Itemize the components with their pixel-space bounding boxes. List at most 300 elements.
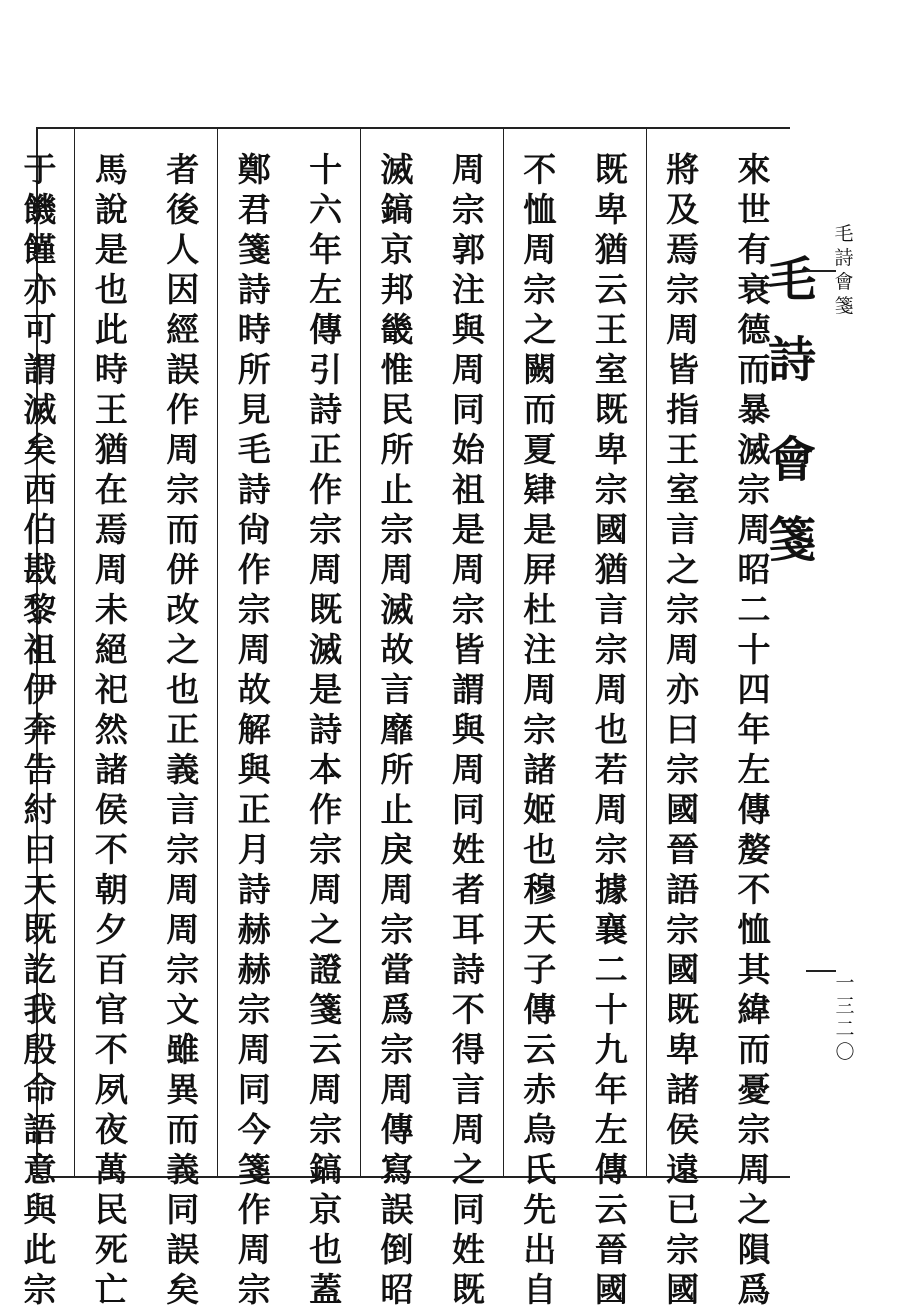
- text-char: 指: [666, 390, 700, 429]
- text-char: 後: [166, 190, 200, 229]
- text-char: 注: [523, 630, 557, 669]
- text-char: 亦: [23, 270, 57, 309]
- text-char: 周: [166, 870, 200, 909]
- text-char: 始: [451, 430, 485, 469]
- text-char: 傳: [737, 790, 771, 829]
- text-char: 于: [23, 150, 57, 189]
- text-char: 饑: [23, 190, 57, 229]
- text-char: 得: [451, 1030, 485, 1069]
- column-rule: [646, 127, 647, 1176]
- text-char: 言: [594, 590, 628, 629]
- text-char: 曰: [666, 710, 700, 749]
- text-char: 故: [237, 670, 271, 709]
- text-char: 紂: [23, 790, 57, 829]
- text-char: 爲: [380, 990, 414, 1029]
- text-char: 改: [166, 590, 200, 629]
- text-char: 暴: [737, 390, 771, 429]
- text-char: 年: [737, 710, 771, 749]
- text-char: 既: [309, 590, 343, 629]
- text-char: 宗: [166, 830, 200, 869]
- text-char: 屛: [523, 550, 557, 589]
- text-char: 肄: [523, 470, 557, 509]
- text-char: 語: [666, 870, 700, 909]
- title-char: 會: [767, 432, 816, 488]
- text-char: 語: [23, 1110, 57, 1149]
- text-char: 自: [523, 1270, 557, 1309]
- text-char: 謂: [23, 350, 57, 389]
- text-char: 鎬: [380, 190, 414, 229]
- text-char: 周: [237, 1030, 271, 1069]
- text-char: 氏: [523, 1150, 557, 1189]
- text-char: 毛: [237, 430, 271, 469]
- text-char: 詩: [237, 870, 271, 909]
- text-char: 月: [237, 830, 271, 869]
- text-char: 我: [23, 990, 57, 1029]
- text-char: 昭: [380, 1270, 414, 1309]
- text-char: 據: [594, 870, 628, 909]
- text-char: 年: [309, 230, 343, 269]
- text-char: 宗: [309, 1110, 343, 1149]
- text-char: 國: [594, 510, 628, 549]
- text-char: 烏: [523, 1110, 557, 1149]
- text-char: 言: [666, 510, 700, 549]
- text-char: 四: [737, 670, 771, 709]
- text-char: 九: [594, 1030, 628, 1069]
- text-char: 侯: [666, 1110, 700, 1149]
- page-number-char: 三: [835, 995, 855, 1017]
- text-char: 箋: [237, 230, 271, 269]
- text-char: 周: [737, 1150, 771, 1189]
- page-number-char: 〇: [835, 1041, 855, 1063]
- text-char: 來: [737, 150, 771, 189]
- text-char: 誤: [380, 1190, 414, 1229]
- text-char: 先: [523, 1190, 557, 1229]
- text-char: 若: [594, 750, 628, 789]
- text-char: 焉: [94, 510, 128, 549]
- text-char: 宗: [23, 1270, 57, 1309]
- text-char: 宗: [309, 510, 343, 549]
- text-char: 之: [737, 1190, 771, 1229]
- text-char: 是: [523, 510, 557, 549]
- text-char: 云: [523, 1030, 557, 1069]
- text-char: 經: [166, 310, 200, 349]
- text-char: 卑: [666, 1030, 700, 1069]
- text-char: 言: [451, 1070, 485, 1109]
- text-char: 馬: [94, 150, 128, 189]
- text-char: 宗: [380, 1030, 414, 1069]
- text-char: 國: [666, 790, 700, 829]
- text-char: 同: [166, 1190, 200, 1229]
- text-char: 也: [309, 1230, 343, 1269]
- column-rule: [217, 127, 218, 1176]
- text-char: 左: [737, 750, 771, 789]
- text-char: 是: [94, 230, 128, 269]
- text-char: 祖: [451, 470, 485, 509]
- text-char: 同: [451, 790, 485, 829]
- text-char: 滅: [380, 150, 414, 189]
- text-char: 已: [666, 1190, 700, 1229]
- text-char: 本: [309, 750, 343, 789]
- text-char: 也: [523, 830, 557, 869]
- text-char: 周: [523, 230, 557, 269]
- text-char: 王: [666, 430, 700, 469]
- text-char: 因: [166, 270, 200, 309]
- text-char: 既: [23, 910, 57, 949]
- text-char: 云: [594, 1190, 628, 1229]
- column-title-large: [767, 140, 850, 1060]
- text-char: 然: [94, 710, 128, 749]
- text-char: 者: [451, 870, 485, 909]
- text-char: 猶: [94, 430, 128, 469]
- text-char: 恤: [523, 190, 557, 229]
- text-char: 矣: [166, 1270, 200, 1309]
- text-char: 國: [594, 1270, 628, 1309]
- text-char: 夜: [94, 1110, 128, 1149]
- text-char: 時: [237, 310, 271, 349]
- text-char: 姬: [523, 790, 557, 829]
- text-char: 爲: [737, 1270, 771, 1309]
- text-char: 同: [451, 1190, 485, 1229]
- text-char: 周: [380, 1070, 414, 1109]
- text-char: 鄭: [237, 150, 271, 189]
- text-char: 而: [737, 1030, 771, 1069]
- text-char: 惟: [380, 350, 414, 389]
- text-char: 言: [380, 670, 414, 709]
- text-char: 萬: [94, 1150, 128, 1189]
- text-char: 官: [94, 990, 128, 1029]
- text-char: 周: [237, 1230, 271, 1269]
- text-char: 時: [94, 350, 128, 389]
- text-char: 遠: [666, 1150, 700, 1189]
- text-column: [77, 150, 145, 1309]
- text-char: 戾: [380, 830, 414, 869]
- text-char: 伯: [23, 510, 57, 549]
- text-column: [720, 150, 788, 1309]
- title-char: 詩: [767, 332, 816, 388]
- text-char: 既: [594, 390, 628, 429]
- text-char: 證: [309, 950, 343, 989]
- text-char: 云: [309, 1030, 343, 1069]
- text-char: 宗: [666, 910, 700, 949]
- text-char: 室: [666, 470, 700, 509]
- text-char: 祀: [94, 670, 128, 709]
- text-char: 言: [166, 790, 200, 829]
- text-char: 周: [166, 430, 200, 469]
- text-char: 云: [594, 270, 628, 309]
- text-char: 襄: [594, 910, 628, 949]
- text-char: 宗: [451, 190, 485, 229]
- text-char: 詩: [309, 390, 343, 429]
- text-char: 與: [451, 310, 485, 349]
- text-char: 奔: [23, 710, 57, 749]
- text-char: 不: [94, 830, 128, 869]
- text-char: 左: [309, 270, 343, 309]
- text-char: 姓: [451, 1230, 485, 1269]
- text-char: 作: [309, 790, 343, 829]
- text-char: 滅: [309, 630, 343, 669]
- text-char: 民: [380, 390, 414, 429]
- text-char: 殷: [23, 1030, 57, 1069]
- text-char: 當: [380, 950, 414, 989]
- text-char: 而: [523, 390, 557, 429]
- text-char: 伊: [23, 670, 57, 709]
- text-char: 戡: [23, 550, 57, 589]
- text-char: 宗: [380, 910, 414, 949]
- header-char: 箋: [834, 295, 854, 317]
- text-char: 也: [166, 670, 200, 709]
- text-char: 卑: [594, 430, 628, 469]
- text-char: 意: [23, 1150, 57, 1189]
- text-char: 嫠: [737, 830, 771, 869]
- text-char: 國: [666, 1270, 700, 1309]
- text-char: 所: [380, 430, 414, 469]
- text-column: [506, 150, 574, 1309]
- text-char: 止: [380, 790, 414, 829]
- text-char: 西: [23, 470, 57, 509]
- text-char: 杜: [523, 590, 557, 629]
- text-char: 隕: [737, 1230, 771, 1269]
- text-column: [6, 150, 74, 1309]
- text-char: 宗: [666, 590, 700, 629]
- header-char: 毛: [834, 223, 854, 245]
- text-char: 告: [23, 750, 57, 789]
- text-char: 周: [309, 550, 343, 589]
- text-char: 傳: [594, 1150, 628, 1189]
- text-char: 宗: [309, 830, 343, 869]
- text-char: 夕: [94, 910, 128, 949]
- text-char: 作: [237, 550, 271, 589]
- text-char: 祖: [23, 630, 57, 669]
- text-char: 二: [594, 950, 628, 989]
- text-char: 周: [94, 550, 128, 589]
- page-number-char: 二: [835, 1018, 855, 1040]
- title-mark: [806, 270, 836, 272]
- text-char: 而: [166, 510, 200, 549]
- title-char: 箋: [767, 512, 816, 568]
- text-char: 赫: [237, 950, 271, 989]
- text-char: 故: [380, 630, 414, 669]
- text-char: 箋: [309, 990, 343, 1029]
- text-char: 不: [94, 1030, 128, 1069]
- text-char: 傳: [309, 310, 343, 349]
- text-char: 箋: [237, 1150, 271, 1189]
- column-rule: [74, 127, 75, 1176]
- text-char: 詩: [309, 710, 343, 749]
- text-column: [649, 150, 717, 1309]
- text-char: 諸: [94, 750, 128, 789]
- text-char: 誤: [166, 1230, 200, 1269]
- text-char: 所: [237, 350, 271, 389]
- text-char: 周: [309, 1070, 343, 1109]
- text-char: 左: [594, 1110, 628, 1149]
- text-char: 皆: [666, 350, 700, 389]
- text-char: 宗: [666, 270, 700, 309]
- page-number: [833, 972, 857, 1064]
- text-char: 傳: [380, 1110, 414, 1149]
- text-char: 宗: [737, 470, 771, 509]
- text-char: 義: [166, 1150, 200, 1189]
- text-char: 衰: [737, 270, 771, 309]
- text-char: 德: [737, 310, 771, 349]
- text-char: 人: [166, 230, 200, 269]
- text-char: 周: [666, 630, 700, 669]
- text-char: 周: [451, 750, 485, 789]
- text-char: 傳: [523, 990, 557, 1029]
- text-char: 猶: [594, 230, 628, 269]
- text-char: 亦: [666, 670, 700, 709]
- text-char: 君: [237, 190, 271, 229]
- text-char: 未: [94, 590, 128, 629]
- text-char: 之: [666, 550, 700, 589]
- title-char: 毛: [767, 252, 816, 308]
- text-char: 十: [594, 990, 628, 1029]
- text-char: 邦: [380, 270, 414, 309]
- text-char: 正: [166, 710, 200, 749]
- text-char: 京: [380, 230, 414, 269]
- text-char: 訖: [23, 950, 57, 989]
- text-char: 尙: [237, 510, 271, 549]
- text-char: 不: [737, 870, 771, 909]
- text-char: 詩: [237, 270, 271, 309]
- text-char: 所: [380, 750, 414, 789]
- text-char: 畿: [380, 310, 414, 349]
- text-char: 闕: [523, 350, 557, 389]
- text-char: 世: [737, 190, 771, 229]
- text-char: 周: [451, 1110, 485, 1149]
- text-char: 周: [594, 670, 628, 709]
- text-char: 此: [94, 310, 128, 349]
- text-char: 將: [666, 150, 700, 189]
- text-char: 周: [594, 790, 628, 829]
- text-char: 滅: [380, 590, 414, 629]
- text-char: 宗: [523, 710, 557, 749]
- text-char: 死: [94, 1230, 128, 1269]
- text-char: 猶: [594, 550, 628, 589]
- text-char: 王: [594, 310, 628, 349]
- text-char: 宗: [237, 990, 271, 1029]
- text-char: 昭: [737, 550, 771, 589]
- text-char: 而: [166, 1110, 200, 1149]
- text-char: 宗: [594, 470, 628, 509]
- text-char: 赤: [523, 1070, 557, 1109]
- text-char: 諸: [523, 750, 557, 789]
- text-char: 穆: [523, 870, 557, 909]
- text-char: 十: [737, 630, 771, 669]
- text-char: 十: [309, 150, 343, 189]
- text-char: 說: [94, 190, 128, 229]
- text-char: 皆: [451, 630, 485, 669]
- text-char: 也: [94, 270, 128, 309]
- text-char: 宗: [594, 830, 628, 869]
- page-number-char: 一: [835, 972, 855, 994]
- text-char: 天: [23, 870, 57, 909]
- text-column: [434, 150, 502, 1309]
- text-char: 室: [594, 350, 628, 389]
- text-column: [220, 150, 288, 1309]
- text-char: 周: [451, 550, 485, 589]
- text-char: 也: [594, 710, 628, 749]
- text-char: 鎬: [309, 1150, 343, 1189]
- text-char: 既: [451, 1270, 485, 1309]
- text-char: 恤: [737, 910, 771, 949]
- text-char: 倒: [380, 1230, 414, 1269]
- text-char: 天: [523, 910, 557, 949]
- text-char: 京: [309, 1190, 343, 1229]
- text-char: 六: [309, 190, 343, 229]
- text-char: 亡: [94, 1270, 128, 1309]
- text-char: 卑: [594, 190, 628, 229]
- text-char: 既: [594, 150, 628, 189]
- text-char: 周: [451, 350, 485, 389]
- text-char: 是: [309, 670, 343, 709]
- text-char: 併: [166, 550, 200, 589]
- text-char: 周: [237, 630, 271, 669]
- header-char: 會: [834, 271, 854, 293]
- text-char: 晉: [666, 830, 700, 869]
- text-char: 在: [94, 470, 128, 509]
- text-char: 周: [380, 870, 414, 909]
- text-char: 止: [380, 470, 414, 509]
- text-char: 周: [309, 870, 343, 909]
- text-char: 作: [237, 1190, 271, 1229]
- text-char: 文: [166, 990, 200, 1029]
- text-char: 見: [237, 390, 271, 429]
- text-char: 滅: [23, 390, 57, 429]
- text-char: 周: [166, 910, 200, 949]
- text-char: 曰: [23, 830, 57, 869]
- text-char: 靡: [380, 710, 414, 749]
- text-char: 可: [23, 310, 57, 349]
- text-char: 及: [666, 190, 700, 229]
- text-char: 郭: [451, 230, 485, 269]
- title-mark: [806, 970, 836, 972]
- text-char: 饉: [23, 230, 57, 269]
- text-char: 出: [523, 1230, 557, 1269]
- text-char: 者: [166, 150, 200, 189]
- header-char: 詩: [834, 247, 854, 269]
- text-char: 宗: [166, 470, 200, 509]
- text-char: 宗: [237, 590, 271, 629]
- text-char: 而: [737, 350, 771, 389]
- text-char: 詩: [237, 470, 271, 509]
- text-char: 宗: [166, 950, 200, 989]
- text-char: 二: [737, 590, 771, 629]
- text-char: 寫: [380, 1150, 414, 1189]
- text-char: 正: [237, 790, 271, 829]
- text-char: 誤: [166, 350, 200, 389]
- text-char: 宗: [666, 750, 700, 789]
- text-char: 焉: [666, 230, 700, 269]
- column-rule: [360, 127, 361, 1176]
- text-char: 之: [309, 910, 343, 949]
- text-char: 命: [23, 1070, 57, 1109]
- text-char: 周: [737, 510, 771, 549]
- text-char: 王: [94, 390, 128, 429]
- text-column: [292, 150, 360, 1309]
- text-char: 絕: [94, 630, 128, 669]
- text-char: 周: [666, 310, 700, 349]
- text-char: 矣: [23, 430, 57, 469]
- text-char: 與: [451, 710, 485, 749]
- text-char: 民: [94, 1190, 128, 1229]
- text-char: 朝: [94, 870, 128, 909]
- text-char: 子: [523, 950, 557, 989]
- text-char: 夙: [94, 1070, 128, 1109]
- text-char: 宗: [523, 270, 557, 309]
- text-char: 憂: [737, 1070, 771, 1109]
- text-char: 宗: [237, 1270, 271, 1309]
- text-char: 百: [94, 950, 128, 989]
